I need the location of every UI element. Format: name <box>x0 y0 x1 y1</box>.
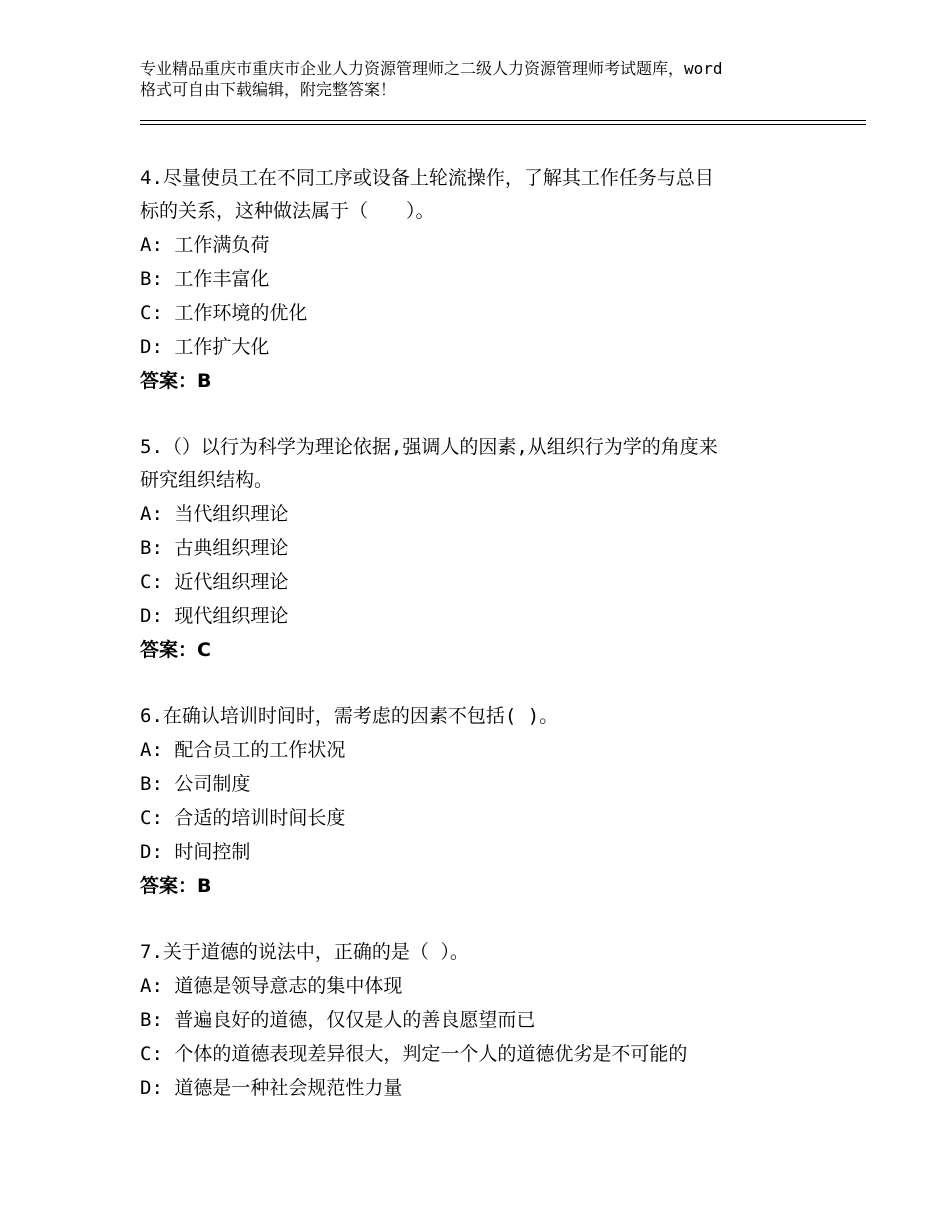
option-d: D: 道德是一种社会规范性力量 <box>140 1077 403 1099</box>
option-a: A: 当代组织理论 <box>140 503 289 525</box>
answer-label: 答案：B <box>140 370 212 392</box>
option-b: B: 普遍良好的道德，仅仅是人的善良愿望而已 <box>140 1009 536 1031</box>
header-rule-top <box>140 120 866 121</box>
answer-label: 答案：B <box>140 875 212 897</box>
question-stem-line: 6.在确认培训时间时，需考虑的因素不包括( )。 <box>140 705 559 727</box>
question-6 <box>140 700 840 903</box>
answer-label: 答案：C <box>140 639 211 661</box>
header-rule-bottom <box>140 124 866 125</box>
option-c: C: 工作环境的优化 <box>140 302 308 324</box>
question-7 <box>140 936 840 1105</box>
option-d: D: 时间控制 <box>140 841 251 863</box>
question-stem-line: 7.关于道德的说法中，正确的是（ ）。 <box>140 941 469 963</box>
option-d: D: 现代组织理论 <box>140 605 289 627</box>
option-a: A: 配合员工的工作状况 <box>140 739 346 761</box>
option-d: D: 工作扩大化 <box>140 336 270 358</box>
question-stem-line: 标的关系，这种做法属于（ ）。 <box>140 200 435 222</box>
header-line-2: 格式可自由下载编辑，附完整答案！ <box>140 80 397 99</box>
option-c: C: 个体的道德表现差异很大，判定一个人的道德优劣是不可能的 <box>140 1043 688 1065</box>
header-line-1: 专业精品重庆市重庆市企业人力资源管理师之二级人力资源管理师考试题库，word <box>140 59 723 78</box>
question-list <box>140 162 840 1138</box>
option-c: C: 近代组织理论 <box>140 571 289 593</box>
option-a: A: 工作满负荷 <box>140 234 270 256</box>
option-b: B: 工作丰富化 <box>140 268 270 290</box>
option-b: B: 公司制度 <box>140 773 251 795</box>
option-a: A: 道德是领导意志的集中体现 <box>140 975 403 997</box>
option-c: C: 合适的培训时间长度 <box>140 807 346 829</box>
question-stem-line: 5.（）以行为科学为理论依据,强调人的因素,从组织行为学的角度来 <box>140 436 718 458</box>
question-4 <box>140 162 840 398</box>
question-5 <box>140 431 840 667</box>
option-b: B: 古典组织理论 <box>140 537 289 559</box>
document-header <box>140 58 830 100</box>
question-stem-line: 研究组织结构。 <box>140 469 274 491</box>
question-stem-line: 4.尽量使员工在不同工序或设备上轮流操作，了解其工作任务与总目 <box>140 167 714 189</box>
